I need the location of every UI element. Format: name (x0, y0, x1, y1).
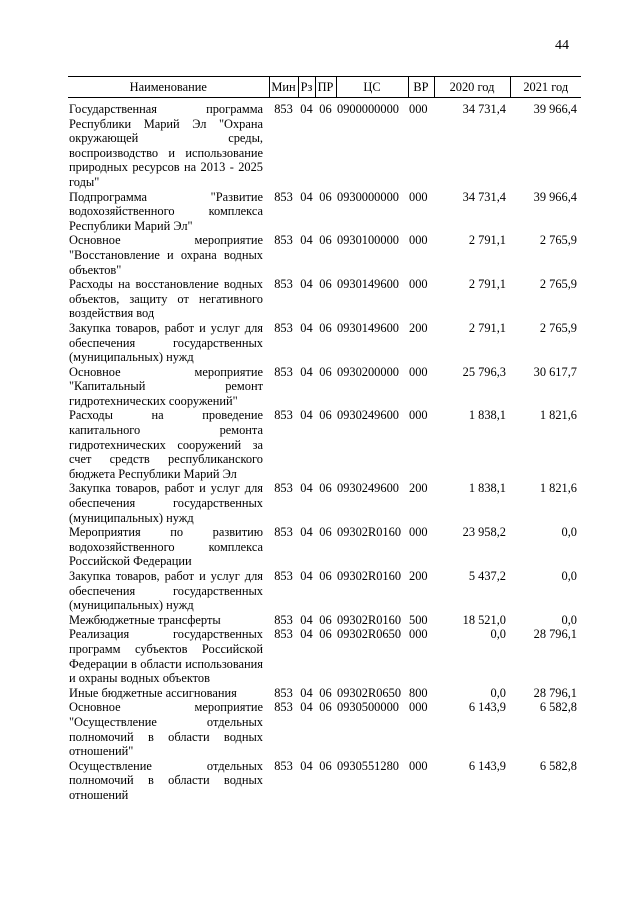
row-2020-value: 23 958,2 (462, 525, 506, 540)
row-2020-value: 1 838,1 (468, 408, 506, 423)
row-cs: 09302R0650 (337, 627, 402, 642)
row-cs: 0930249600 (337, 481, 399, 496)
row-rz: 04 (300, 277, 313, 292)
row-2020-value: 0,0 (490, 685, 506, 700)
row-name: Расходы на восстановление водных объектов, защиту от негативного воздействия вод (69, 277, 263, 321)
table-row (68, 569, 581, 613)
row-rz: 04 (300, 320, 313, 335)
table-row (68, 365, 581, 409)
row-cs: 0930551280 (337, 758, 399, 773)
row-cs: 09302R0160 (337, 612, 402, 627)
row-name: Основное мероприятие "Капитальный ремонт гидротехнических сооружений" (69, 364, 263, 408)
row-min: 853 (274, 700, 293, 715)
row-pr: 06 (319, 758, 332, 773)
row-vr: 000 (409, 700, 428, 715)
row-name: Закупка товаров, работ и услуг для обеспечения государственных (муниципальных) нужд (69, 569, 263, 613)
row-vr: 800 (409, 685, 428, 700)
row-pr: 06 (319, 700, 332, 715)
row-pr: 06 (319, 364, 332, 379)
table-row (68, 627, 581, 685)
table-row (68, 321, 581, 365)
row-rz: 04 (300, 700, 313, 715)
table-body (68, 98, 581, 803)
row-min: 853 (274, 102, 293, 116)
row-2021-value: 0,0 (561, 569, 577, 583)
row-min: 853 (274, 685, 293, 700)
row-min: 853 (274, 612, 293, 627)
header-2021: 2021 год (510, 77, 581, 98)
row-rz: 04 (300, 525, 313, 540)
table-row (68, 525, 581, 569)
header-rz: Рз (298, 77, 315, 98)
row-2021-value: 39 966,4 (533, 189, 577, 204)
row-name: Подпрограмма "Развитие водохозяйственного комплекса Республики Марий Эл" (69, 189, 263, 233)
row-2020-value: 0,0 (490, 627, 506, 642)
table-row (68, 98, 581, 190)
row-2020-value: 34 731,4 (462, 189, 506, 204)
row-2021-value: 2 765,9 (539, 320, 577, 335)
row-vr: 200 (409, 569, 428, 583)
row-min: 853 (274, 481, 293, 496)
row-pr: 06 (319, 320, 332, 335)
row-vr: 000 (409, 277, 428, 292)
row-min: 853 (274, 569, 293, 583)
budget-table (68, 76, 581, 803)
row-rz: 04 (300, 189, 313, 204)
row-name: Реализация государственных программ субъектов Российской Федерации в области использования и охраны водных объектов (69, 627, 263, 686)
row-2021-value: 39 966,4 (533, 102, 577, 116)
row-name: Межбюджетные трансферты (69, 612, 221, 627)
row-min: 853 (274, 758, 293, 773)
row-2020-value: 18 521,0 (462, 612, 506, 627)
row-rz: 04 (300, 612, 313, 627)
row-cs: 0930149600 (337, 320, 399, 335)
row-cs: 0930200000 (337, 364, 399, 379)
row-2020-value: 6 143,9 (468, 758, 506, 773)
row-cs: 09302R0650 (337, 685, 402, 700)
row-vr: 200 (409, 481, 428, 496)
header-min: Мин (269, 77, 298, 98)
row-vr: 500 (409, 612, 428, 627)
row-min: 853 (274, 627, 293, 642)
row-rz: 04 (300, 233, 313, 248)
row-2020-value: 34 731,4 (462, 102, 506, 116)
row-rz: 04 (300, 758, 313, 773)
row-rz: 04 (300, 408, 313, 423)
row-rz: 04 (300, 685, 313, 700)
row-2021-value: 2 765,9 (539, 277, 577, 292)
table-row (68, 686, 581, 701)
row-2020-value: 6 143,9 (468, 700, 506, 715)
row-2020-value: 2 791,1 (468, 277, 506, 292)
table-row (68, 759, 581, 803)
row-pr: 06 (319, 233, 332, 248)
row-name: Закупка товаров, работ и услуг для обеспечения государственных (муниципальных) нужд (69, 320, 263, 365)
row-2020-value: 25 796,3 (462, 364, 506, 379)
row-name: Закупка товаров, работ и услуг для обеспечения государственных (муниципальных) нужд (69, 481, 263, 525)
table-row (68, 481, 581, 525)
row-cs: 0930100000 (337, 233, 399, 248)
row-cs: 0930149600 (337, 277, 399, 292)
row-vr: 000 (409, 364, 428, 379)
row-min: 853 (274, 525, 293, 540)
row-name: Иные бюджетные ассигнования (69, 685, 237, 700)
row-2020-value: 2 791,1 (468, 233, 506, 248)
row-2021-value: 1 821,6 (539, 408, 577, 423)
header-2020: 2020 год (434, 77, 510, 98)
row-pr: 06 (319, 525, 332, 540)
table-row (68, 233, 581, 277)
row-min: 853 (274, 189, 293, 204)
row-name: Мероприятия по развитию водохозяйственного комплекса Российской Федерации (69, 525, 263, 569)
table-row (68, 700, 581, 758)
row-vr: 000 (409, 233, 428, 248)
page-number: 44 (555, 38, 569, 53)
row-vr: 000 (409, 408, 428, 423)
row-cs: 0930249600 (337, 408, 399, 423)
row-pr: 06 (319, 685, 332, 700)
row-rz: 04 (300, 627, 313, 642)
row-cs: 0930500000 (337, 700, 399, 715)
row-rz: 04 (300, 102, 313, 116)
row-vr: 000 (409, 758, 428, 773)
row-pr: 06 (319, 102, 332, 116)
row-vr: 000 (409, 627, 428, 642)
row-rz: 04 (300, 569, 313, 583)
table-header-row (68, 77, 581, 98)
row-2021-value: 30 617,7 (533, 364, 577, 379)
header-pr: ПР (315, 77, 336, 98)
header-cs: ЦС (336, 77, 408, 98)
row-name: Осуществление отдельных полномочий в области водных отношений (69, 758, 263, 802)
row-pr: 06 (319, 612, 332, 627)
row-2021-value: 0,0 (561, 612, 577, 627)
row-2021-value: 28 796,1 (533, 627, 577, 642)
row-2021-value: 0,0 (561, 525, 577, 540)
row-2021-value: 1 821,6 (539, 481, 577, 496)
row-pr: 06 (319, 189, 332, 204)
row-min: 853 (274, 320, 293, 335)
row-cs: 0900000000 (337, 102, 399, 116)
row-name: Основное мероприятие "Восстановление и охрана водных объектов" (69, 233, 263, 277)
row-cs: 09302R0160 (337, 569, 402, 583)
row-rz: 04 (300, 364, 313, 379)
row-2021-value: 6 582,8 (539, 700, 577, 715)
row-pr: 06 (319, 569, 332, 583)
row-name: Государственная программа Республики Марий Эл "Охрана окружающей среды, воспроизводство и использование природных ресурсов на 2013 - 2025 годы" (69, 102, 263, 189)
row-cs: 09302R0160 (337, 525, 402, 540)
row-2021-value: 6 582,8 (539, 758, 577, 773)
header-name: Наименование (68, 77, 269, 98)
row-2020-value: 5 437,2 (468, 569, 506, 583)
table-row (68, 277, 581, 321)
table-row (68, 613, 581, 628)
row-2021-value: 28 796,1 (533, 685, 577, 700)
row-2020-value: 2 791,1 (468, 320, 506, 335)
row-2021-value: 2 765,9 (539, 233, 577, 248)
row-name: Расходы на проведение капитального ремонта гидротехнических сооружений за счет средств республиканского бюджета Республики Марий Эл (69, 408, 263, 481)
row-pr: 06 (319, 408, 332, 423)
row-min: 853 (274, 277, 293, 292)
row-min: 853 (274, 233, 293, 248)
table-row (68, 190, 581, 234)
row-pr: 06 (319, 627, 332, 642)
header-vr: ВР (408, 77, 434, 98)
row-2020-value: 1 838,1 (468, 481, 506, 496)
row-vr: 000 (409, 189, 428, 204)
row-pr: 06 (319, 481, 332, 496)
row-min: 853 (274, 408, 293, 423)
row-pr: 06 (319, 277, 332, 292)
row-vr: 000 (409, 525, 428, 540)
row-vr: 000 (409, 102, 428, 116)
row-cs: 0930000000 (337, 189, 399, 204)
table-row (68, 408, 581, 481)
row-rz: 04 (300, 481, 313, 496)
row-min: 853 (274, 364, 293, 379)
row-vr: 200 (409, 320, 428, 335)
row-name: Основное мероприятие "Осуществление отдельных полномочий в области водных отношений" (69, 700, 263, 759)
